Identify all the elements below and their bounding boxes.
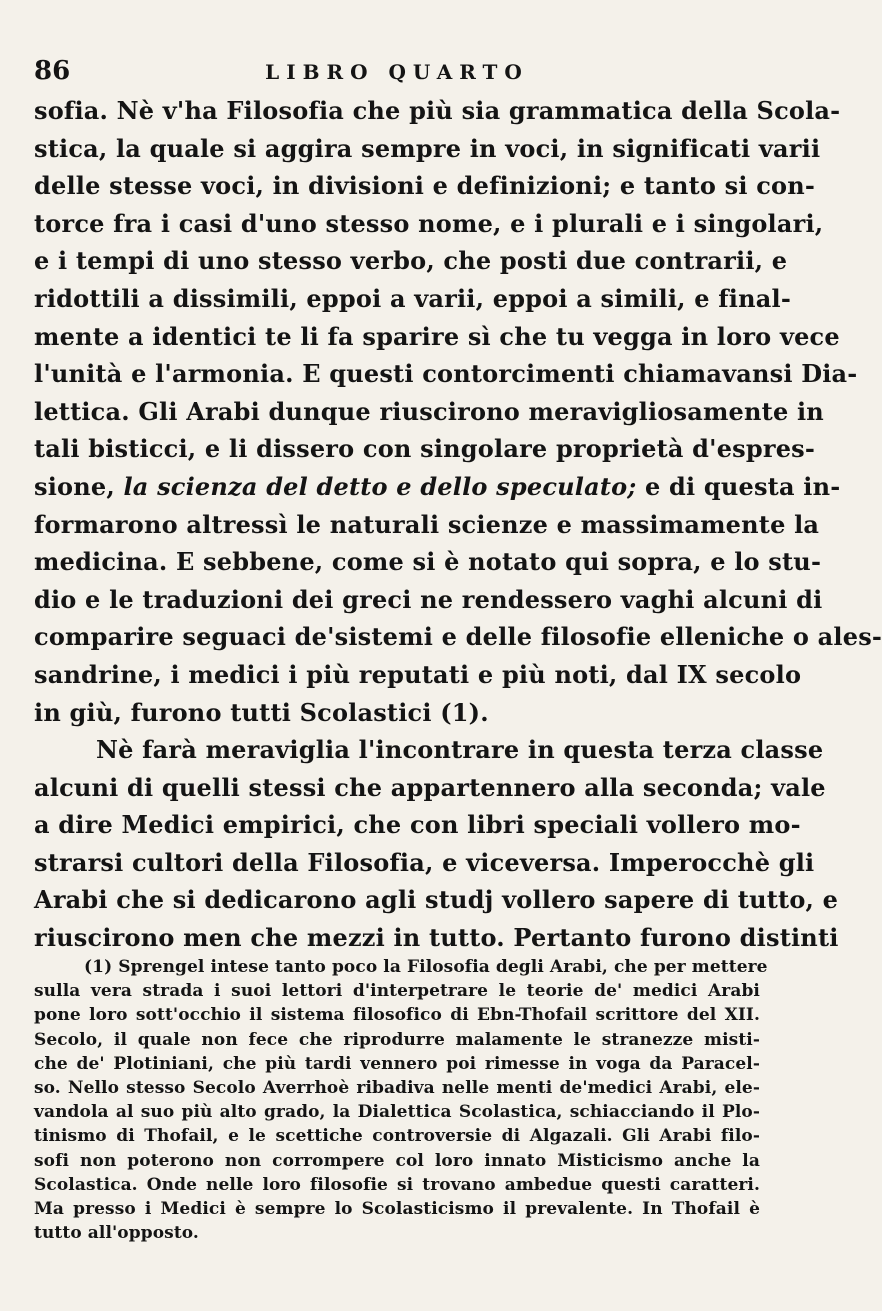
text-line: delle stesse voci, in divisioni e definizioni; e tanto si con-	[34, 171, 816, 201]
text-line: strarsi cultori della Filosofia, e viceversa. Imperocchè gli	[34, 847, 815, 877]
footnote-line: so. Nello stesso Secolo Averrhoè ribadiva nelle menti de'medici Arabi, ele-	[34, 1077, 760, 1098]
footnote-line: tinismo di Thofail, e le scettiche controversie di Algazali. Gli Arabi filo-	[34, 1126, 760, 1147]
footnotes	[34, 955, 768, 1245]
text-line: sandrine, i medici i più reputati e più noti, dal IX secolo	[34, 659, 802, 689]
italic-phrase: la scienza del detto e dello speculato;	[123, 471, 637, 501]
text-line-with-italic	[34, 468, 841, 506]
text-line: lettica. Gli Arabi dunque riuscirono meravigliosamente in	[34, 396, 824, 426]
running-head: LIBRO QUARTO	[265, 60, 529, 84]
text-line: torce fra i casi d'uno stesso nome, e i plurali e i singolari,	[34, 208, 824, 238]
text-line: alcuni di quelli stessi che appartennero alla seconda; vale	[34, 772, 826, 802]
footnote-line: sulla vera strada i suoi lettori d'interpetrare le teorie de' medici Arabi	[34, 981, 760, 1002]
line-suffix: e di questa in-	[636, 471, 841, 501]
footnote-line: (1) Sprengel intese tanto poco la Filosofia degli Arabi, che per mettere	[84, 957, 768, 977]
footnote-line: pone loro sott'occhio il sistema filosofico di Ebn-Thofail scrittore del XII.	[34, 1005, 760, 1026]
footnote-line: Ma presso i Medici è sempre lo Scolasticismo il prevalente. In Thofail è	[34, 1198, 760, 1219]
book-page	[34, 50, 882, 1280]
text-line: Arabi che si dedicarono agli studj vollero sapere di tutto, e	[34, 885, 839, 915]
paragraph-start: Nè farà meraviglia l'incontrare in questa terza classe	[96, 735, 824, 765]
text-line: l'unità e l'armonia. E questi contorcimenti chiamavansi Dia-	[34, 359, 858, 389]
page-number: 86	[34, 56, 71, 86]
page-header	[34, 50, 760, 92]
text-line: e i tempi di uno stesso verbo, che posti due contrarii, e	[34, 246, 788, 276]
footnote-line: che de' Plotiniani, che più tardi vennero poi rimesse in voga da Paracel-	[34, 1053, 760, 1074]
text-line: medicina. E sebbene, come si è notato qui sopra, e lo stu-	[34, 547, 822, 577]
text-line: riuscirono men che mezzi in tutto. Pertanto furono distinti	[34, 923, 839, 953]
text-line: sofia. Nè v'ha Filosofia che più sia grammatica della Scola-	[34, 96, 841, 125]
text-line: mente a identici te li fa sparire sì che tu vegga in loro vece	[34, 321, 840, 351]
footnote-line: tutto all'opposto.	[34, 1223, 199, 1244]
footnote-line: Secolo, il quale non fece che riprodurre malamente le stranezze misti-	[34, 1029, 760, 1050]
text-line: stica, la quale si aggira sempre in voci, in significati varii	[34, 133, 821, 163]
body-text	[34, 92, 882, 957]
footnote-line: Scolastica. Onde nelle loro filosofie si trovano ambedue questi caratteri.	[34, 1174, 760, 1195]
text-line: in giù, furono tutti Scolastici (1).	[34, 697, 489, 727]
text-line: ridottili a dissimili, eppoi a varii, eppoi a simili, e final-	[34, 283, 791, 313]
footnote-line: vandola al suo più alto grado, la Dialettica Scolastica, schiacciando il Plo-	[34, 1102, 760, 1123]
text-line: dio e le traduzioni dei greci ne rendessero vaghi alcuni di	[34, 584, 823, 614]
footnote-line: sofi non poterono non corrompere col loro innato Misticismo anche la	[34, 1150, 760, 1171]
text-line: comparire seguaci de'sistemi e delle filosofie elleniche o ales-	[34, 622, 882, 652]
text-line: tali bisticci, e li dissero con singolare proprietà d'espres-	[34, 434, 816, 464]
line-prefix: sione,	[34, 471, 124, 501]
text-line: formarono altressì le naturali scienze e massimamente la	[34, 509, 820, 539]
text-line: a dire Medici empirici, che con libri speciali vollero mo-	[34, 810, 801, 840]
